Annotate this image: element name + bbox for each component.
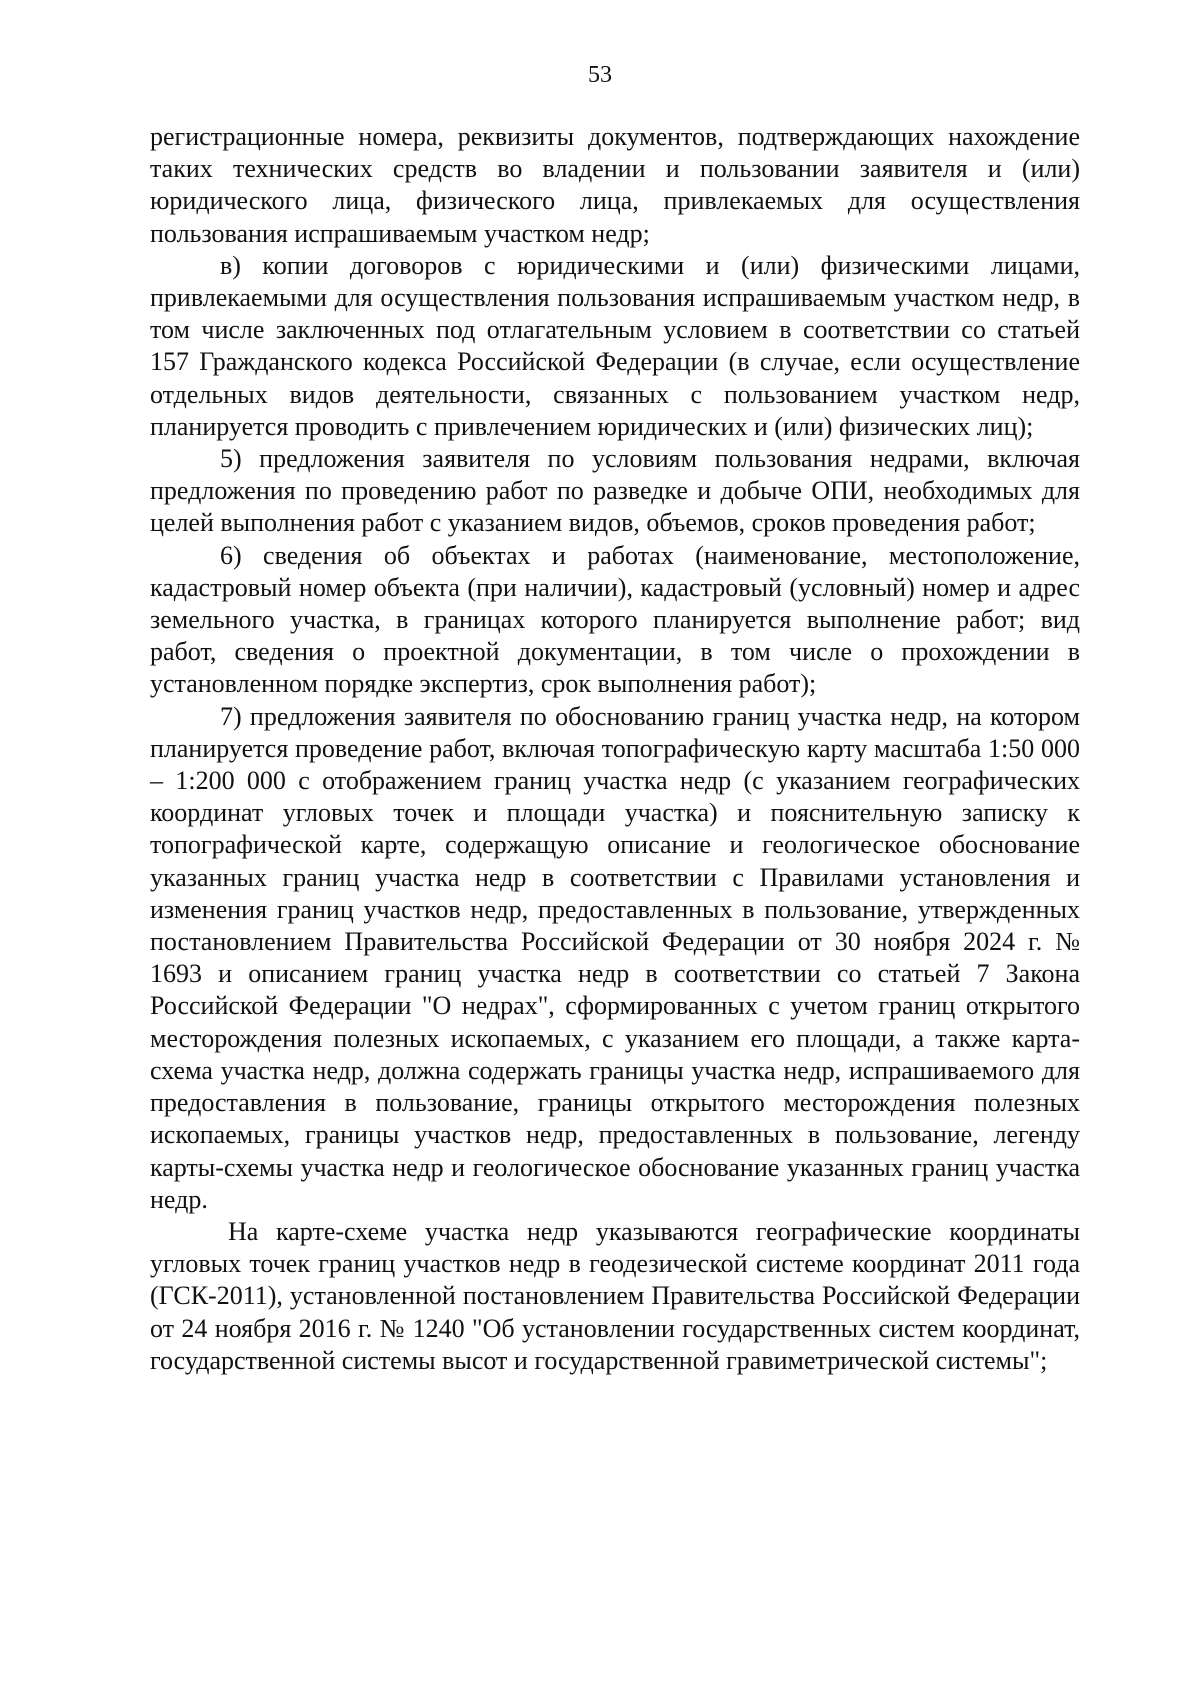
paragraph-map-scheme: На карте-схеме участка недр указываются географические координаты угловых точек границ участков недр в геодезической системе координат 2011 года (ГСК-2011), установленной постановлением Правительства Российской Федерации от 24 ноября 2016 г. № 1240 "Об установлении государственных систем координат, государственной системы высот и государственной гравиметрической системы";: [150, 1216, 1080, 1375]
paragraph-item-v: в) копии договоров с юридическими и (или) физическими лицами, привлекаемыми для осуществления пользования испрашиваемым участком недр, в том числе заключенных под отлагательным условием в соответствии со статьей 157 Гражданского кодекса Российской Федерации (в случае, если осуществление отдельных видов деятельности, связанных с пользованием участком недр, планируется проводить с привлечением юридических и (или) физических лиц);: [150, 250, 1080, 441]
paragraph-item-7: 7) предложения заявителя по обоснованию границ участка недр, на котором планируется проведение работ, включая топографическую карту масштаба 1:50 000 – 1:200 000 с отображением границ участка недр (с указанием географических координат угловых точек и площади участка) и пояснительную записку к топографической карте, содержащую описание и геологическое обоснование указанных границ участка недр в соответствии с Правилами установления и изменения границ участков недр, предоставленных в пользование, утвержденных постановлением Правительства Российской Федерации от 30 ноября 2024 г. № 1693 и описанием границ участка недр в соответствии со статьей 7 Закона Российской Федерации "О недрах", сформированных с учетом границ открытого месторождения полезных ископаемых, с указанием его площади, а также карта-схема участка недр, должна содержать границы участка недр, испрашиваемого для предоставления в пользование, границы открытого месторождения полезных ископаемых, границы участков недр, предоставленных в пользование, легенду карты-схемы участка недр и геологическое обоснование указанных границ участка недр.: [150, 701, 1080, 1214]
paragraph-continuation: регистрационные номера, реквизиты документов, подтверждающих нахождение таких технических средств во владении и пользовании заявителя и (или) юридического лица, физического лица, привлекаемых для осуществления пользования испрашиваемым участком недр;: [150, 122, 1080, 248]
paragraph-item-5: 5) предложения заявителя по условиям пользования недрами, включая предложения по проведению работ по разведке и добыче ОПИ, необходимых для целей выполнения работ с указанием видов, объемов, сроков проведения работ;: [150, 444, 1080, 538]
page-number: 53: [588, 62, 612, 88]
paragraph-item-6: 6) сведения об объектах и работах (наименование, местоположение, кадастровый номер объекта (при наличии), кадастровый (условный) номер и адрес земельного участка, в границах которого планируется выполнение работ; вид работ, сведения о проектной документации, в том числе о прохождении в установленном порядке экспертиз, срок выполнения работ);: [150, 540, 1080, 699]
document-body: [150, 121, 1080, 1377]
